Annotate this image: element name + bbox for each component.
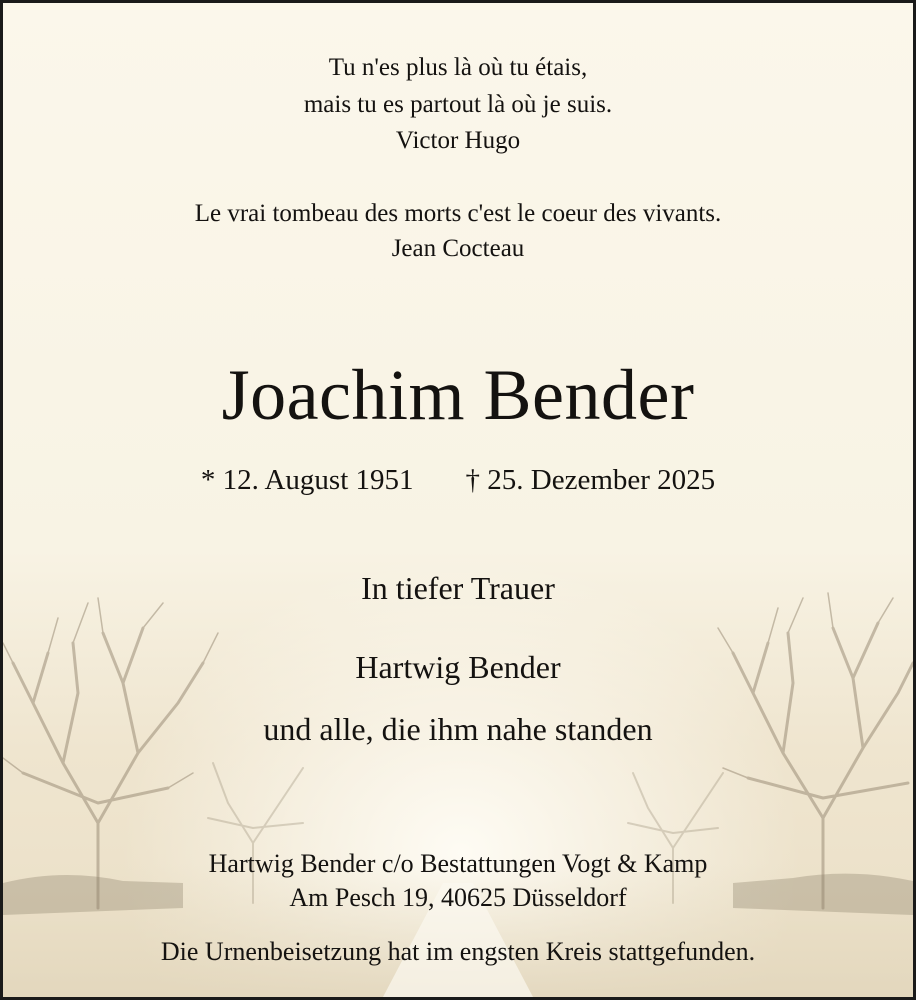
quote-1-line-2: mais tu es partout là où je suis. [303,91,613,118]
quote-1-line-1: Tu n'es plus là où tu étais, [328,54,588,81]
mourning-heading: In tiefer Trauer [361,570,555,606]
mourning-others: und alle, die ihm nahe standen [263,711,653,747]
mourner-name: Hartwig Bender [355,649,561,685]
contact-line-1: Hartwig Bender c/o Bestattungen Vogt & Kamp [208,849,708,878]
death-date: † 25. Dezember 2025 [465,464,716,496]
contact-line-2: Am Pesch 19, 40625 Düsseldorf [289,883,627,912]
life-dates [3,463,913,497]
burial-note: Die Urnenbeisetzung hat im engsten Kreis stattgefunden. [160,937,756,966]
birth-date: * 12. August 1951 [200,464,414,496]
quote-1-author: Victor Hugo [395,127,521,154]
quote-2-text: Le vrai tombeau des morts c'est le coeur des vivants. [194,200,722,227]
quote-2-author: Jean Cocteau [391,235,525,262]
deceased-name: Joachim Bender [221,355,695,435]
